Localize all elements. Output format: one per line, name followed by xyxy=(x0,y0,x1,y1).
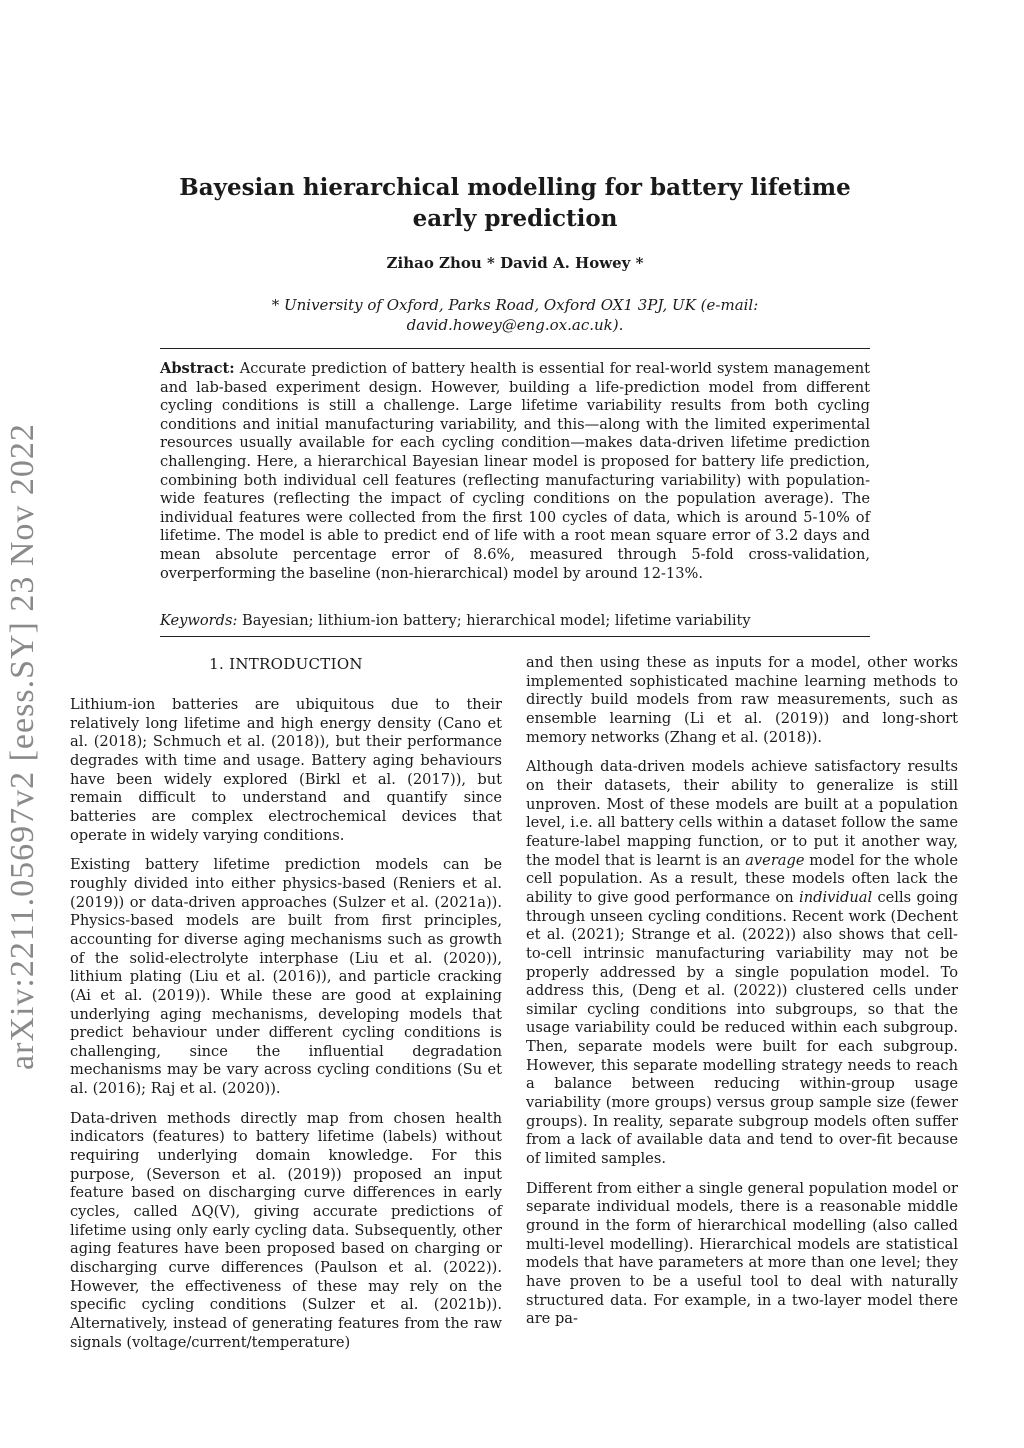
paragraph: Lithium-ion batteries are ubiquitous due to their relatively long lifetime and high energy density (Cano et al. (2018); Schmuch et al. (2018)), but their performance degrades with time and usage. Battery aging behaviours have been widely explored (Birkl et al. (2017)), but remain difficult to understand and quantify since batteries are complex electrochemical devices that operate in widely varying conditions. xyxy=(70,696,502,844)
paragraph-text: model for the whole cell population. As a result, these models often lack the ability to give good performance on xyxy=(526,851,958,906)
emphasis-individual: individual xyxy=(799,888,873,906)
paragraph: Different from either a single general population model or separate individual models, there is a reasonable middle ground in the form of hierarchical modelling (also called multi-level modelling). Hierarchical models are statistical models that have parameters at more than one level; they have proven to be a useful tool to deal with naturally structured data. For example, in a two-layer model there are pa- xyxy=(526,1179,958,1328)
section-heading-introduction: 1. INTRODUCTION xyxy=(209,655,363,673)
paragraph xyxy=(526,758,958,1168)
arxiv-identifier: arXiv:2211.05697v2 [eess.SY] 23 Nov 2022 xyxy=(4,423,41,1070)
paragraph: Existing battery lifetime prediction models can be roughly divided into either physics-based (Reniers et al. (2019)) or data-driven approaches (Sulzer et al. (2021a)). Physics-based models are built from first principles, accounting for diverse aging mechanisms such as growth of the solid-electrolyte interphase (Liu et al. (2020)), lithium plating (Liu et al. (2016)), and particle cracking (Ai et al. (2019)). While these are good at explaining underlying aging mechanisms, developing models that predict behaviour under different cycling conditions is challenging, since the influential degradation mechanisms may be vary across cycling conditions (Su et al. (2016); Raj et al. (2020)). xyxy=(70,856,502,1098)
paper-title: Bayesian hierarchical modelling for battery lifetime early prediction xyxy=(179,174,851,232)
keywords-label: Keywords: xyxy=(160,612,238,629)
emphasis-average: average xyxy=(745,851,805,869)
keywords-text: Bayesian; lithium-ion battery; hierarchical model; lifetime variability xyxy=(242,612,751,629)
paragraph: Data-driven methods directly map from chosen health indicators (features) to battery lifetime (labels) without requiring underlying domain knowledge. For this purpose, (Severson et al. (2019)) proposed an input feature based on discharging curve differences in early cycles, called ΔQ(V), giving accurate predictions of lifetime using only early cycling data. Subsequently, other aging features have been proposed based on charging or discharging curve differences (Paulson et al. (2022)). However, the effectiveness of these may rely on the specific cycling conditions (Sulzer et al. (2021b)). Alternatively, instead of generating features from the raw signals (voltage/current/temperature) xyxy=(70,1109,502,1351)
paper-authors: Zihao Zhou * David A. Howey * xyxy=(386,254,644,272)
abstract-label: Abstract: xyxy=(160,360,235,377)
abstract xyxy=(160,360,870,583)
author-affiliation: * University of Oxford, Parks Road, Oxford OX1 3PJ, UK (e-mail: david.howey@eng.ox.ac.uk). xyxy=(271,296,759,334)
left-column xyxy=(70,654,502,1363)
abstract-bottom-rule xyxy=(160,636,870,637)
paragraph-text: Although data-driven models achieve satisfactory results on their datasets, their ability to generalize is still unproven. Most of these models are built at a population level, i.e. all battery cells within a dataset follow the same feature-label mapping function, or to put it another way, the model that is learnt is an xyxy=(526,758,958,869)
paragraph: and then using these as inputs for a model, other works implemented sophisticated machine learning methods to directly build models from raw measurements, such as ensemble learning (Li et al. (2019)) and long-short memory networks (Zhang et al. (2018)). xyxy=(526,654,958,746)
paragraph-text: cells going through unseen cycling conditions. Recent work (Dechent et al. (2021); Strange et al. (2022)) also shows that cell-to-cell intrinsic manufacturing variability may not be properly addressed by a single population model. To address this, (Deng et al. (2022)) clustered cells under similar cycling conditions into subgroups, so that the usage variability could be reduced within each subgroup. Then, separate models were built for each subgroup. However, this separate modelling strategy needs to reach a balance between reducing within-group usage variability (more groups) versus group sample size (fewer groups). In reality, separate subgroup models often suffer from a lack of available data and tend to over-fit because of limited samples. xyxy=(526,888,959,1168)
right-column xyxy=(526,654,958,1340)
abstract-top-rule xyxy=(160,348,870,349)
keywords xyxy=(160,611,870,630)
abstract-text: Accurate prediction of battery health is essential for real-world system management and lab-based experiment design. However, building a life-prediction model from different cycling conditions is still a challenge. Large lifetime variability results from both cycling conditions and initial manufacturing variability, and this—along with the limited experimental resources usually available for each cycling condition—makes data-driven lifetime prediction challenging. Here, a hierarchical Bayesian linear model is proposed for battery life prediction, combining both individual cell features (reflecting manufacturing variability) with population-wide features (reflecting the impact of cycling conditions on the population average). The individual features were collected from the first 100 cycles of data, which is around 5-10% of lifetime. The model is able to predict end of life with a root mean square error of 3.2 days and mean absolute percentage error of 8.6%, measured through 5-fold cross-validation, overperforming the baseline (non-hierarchical) model by around 12-13%. xyxy=(160,360,871,582)
